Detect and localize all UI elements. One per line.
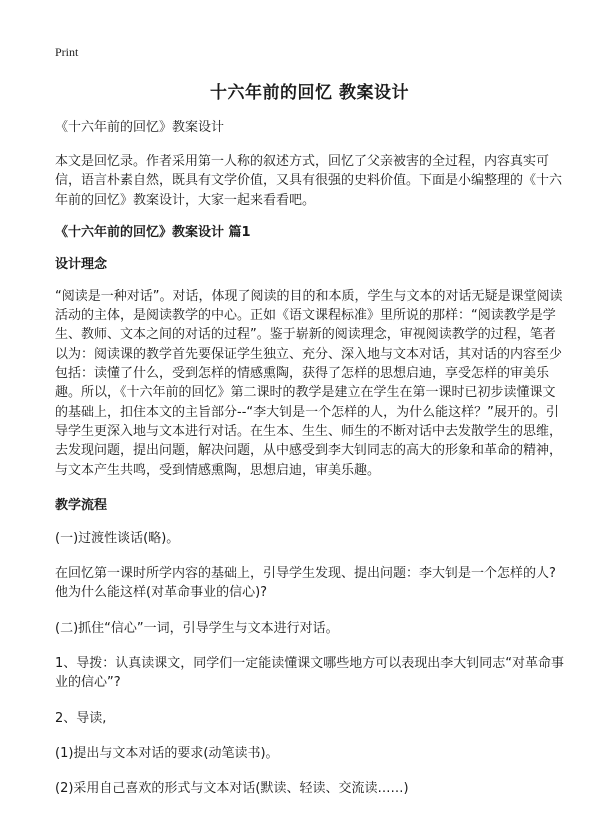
flow-step: (2)采用自己喜欢的形式与文本对话(默读、轻读、交流读……): [55, 781, 409, 797]
document-subtitle: 《十六年前的回忆》教案设计: [55, 120, 225, 135]
section-heading-1: 《十六年前的回忆》教案设计 篇1: [55, 224, 251, 240]
page-title: 十六年前的回忆 教案设计: [210, 83, 409, 103]
flow-step: 在回忆第一课时所学内容的基础上，引导学生发现、提出问题：李大钊是一个怎样的人?他为什么能这样(对革命事业的信心)?: [55, 566, 556, 601]
print-link[interactable]: Print: [55, 45, 79, 59]
design-concept-paragraph: “阅读是一种对话”。对话，体现了阅读的目的和本质，学生与文本的对话无疑是课堂阅读活动的主体，是阅读教学的中心。正如《语文课程标准》里所说的那样：“阅读教学是学生、教师、文本之间的对话的过程”。鉴于崭新的阅读理念，审视阅读教学的过程，笔者以为：阅读课的教学首先要保证学生独立、充分、深入地与文本对话，其对话的内容至少包括：读懂了什么，受到怎样的情感熏陶，获得了怎样的思想启迪，享受怎样的审美乐趣。所以，《十六年前的回忆》第二课时的教学是建立在学生在第一课时已初步读懂课文的基础上，扣住本文的主旨部分--“李大钊是一个怎样的人，为什么能这样？”展开的。引导学生更深入地与文本进行对话。在生本、生生、师生的不断对话中去发散学生的思维，去发现问题，提出问题，解决问题，从中感受到李大钊同志的高大的形象和革命的精神，与文本产生共鸣，受到情感熏陶，思想启迪，审美乐趣。: [55, 288, 563, 478]
design-concept-heading: 设计理念: [55, 256, 108, 272]
flow-step: 1、导拨：认真读课文，同学们一定能读懂课文哪些地方可以表现出李大钊同志“对革命事业的信心”?: [55, 656, 565, 691]
flow-step: (1)提出与文本对话的要求(动笔读书)。: [55, 745, 279, 761]
flow-step: 2、导读,: [55, 710, 107, 726]
flow-step: (二)抓住“信心”一词，引导学生与文本进行对话。: [55, 620, 339, 636]
teaching-flow-heading: 教学流程: [55, 497, 108, 513]
flow-step: (一)过渡性谈话(略)。: [55, 530, 180, 546]
intro-paragraph: 本文是回忆录。作者采用第一人称的叙述方式，回忆了父亲被害的全过程，内容真实可信，语言朴素自然，既具有文学价值，又具有很强的史料价值。下面是小编整理的《十六年前的回忆》教案设计，大家一起来看看吧。: [55, 154, 563, 208]
